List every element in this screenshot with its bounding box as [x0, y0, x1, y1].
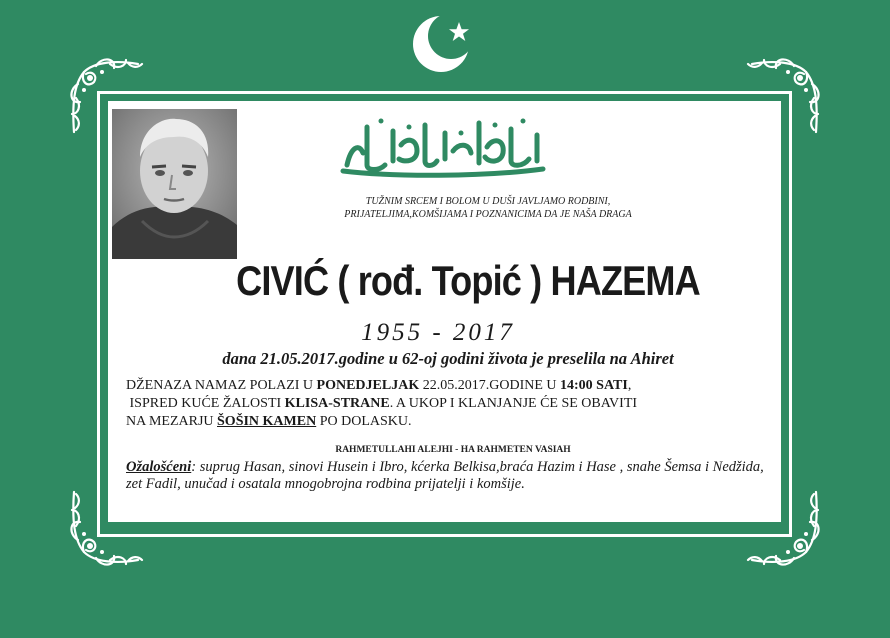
funeral-place: KLISA-STRANE — [284, 396, 390, 411]
cemetery-name: ŠOŠIN KAMEN — [217, 414, 317, 429]
death-notice: dana 21.05.2017.godine u 62-oj godini života je preselila na Ahiret — [222, 349, 674, 368]
deceased-name: CIVIĆ ( rođ. Topić ) HAZEMA — [236, 257, 700, 304]
funeral-details — [126, 377, 776, 431]
crescent-star-icon — [411, 8, 481, 78]
funeral-text: PO DOLASKU. — [316, 414, 412, 429]
mourners-text: : suprug Hasan, sinovi Husein i Ibro, kćerka Belkisa,braća Hazim i Hase , snahe Šemsa i Nedžida, zet Fadil, unučad i osatala mnogobrojna rodbina prijatelji i komšije. — [126, 459, 764, 492]
funeral-day: PONEDJELJAK — [316, 378, 420, 393]
funeral-text: NA MEZARJU — [126, 414, 218, 429]
intro-text — [268, 195, 708, 221]
mourners-list — [126, 459, 766, 493]
funeral-text: . A UKOP I KLANJANJE ĆE SE OBAVITI — [389, 396, 638, 411]
arabic-calligraphy — [333, 107, 553, 179]
life-years: 1955 - 2017 — [361, 319, 515, 346]
intro-line: PRIJATELJIMA,KOMŠIJAMA I POZNANICIMA DA JE NAŠA DRAGA — [344, 209, 632, 220]
portrait-photo — [112, 109, 237, 259]
obituary-card — [108, 101, 781, 522]
funeral-text: 22.05.2017.GODINE U — [419, 378, 560, 393]
rahmet-prayer: RAHMETULLAHI ALEJHI - HA RAHMETEN VASIAH — [335, 445, 571, 455]
intro-line: TUŽNIM SRCEM I BOLOM U DUŠI JAVLJAMO RODBINI, — [365, 196, 611, 207]
funeral-time: 14:00 SATI — [560, 378, 628, 393]
funeral-text: , — [627, 378, 632, 393]
funeral-text: ISPRED KUĆE ŽALOSTI — [129, 396, 285, 411]
funeral-text: DŽENAZA NAMAZ POLAZI U — [126, 378, 317, 393]
mourners-label: Ožalošćeni — [126, 459, 192, 475]
